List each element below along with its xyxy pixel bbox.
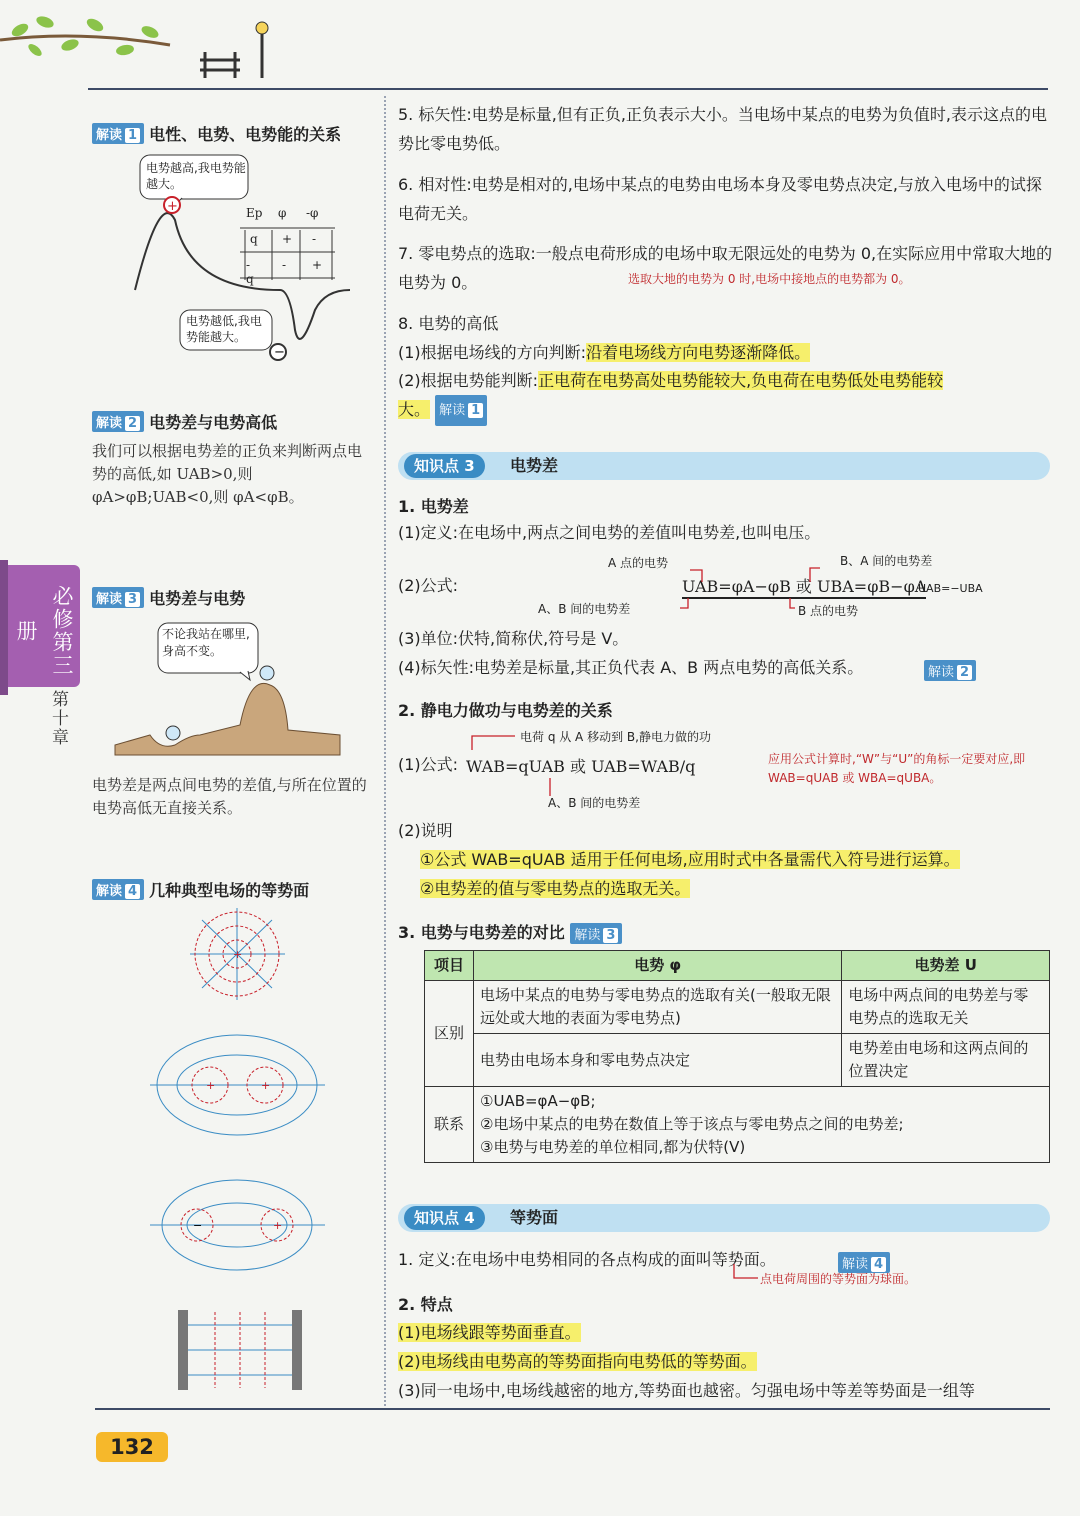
svg-text:+: + [273,1219,283,1232]
svg-text:+: + [233,948,243,961]
svg-text:+: + [261,1079,271,1092]
p5: 5. 标矢性:电势是标量,但有正负,正负表示大小。当电场中某点的电势为负值时,表示这点的电势比零电势低。 [398,105,1048,153]
s2-ann-top: 电荷 q 从 A 移动到 B,静电力做的功 [520,730,711,744]
t2-2: (2)电场线由电势高的等势面指向电势低的等势面。 [398,1352,757,1371]
th-difference: 电势差 U [842,951,1050,981]
jd2-badge: 解读 2 [92,411,144,432]
s2-ann-bottom: A、B 间的电势差 [548,796,641,810]
row-diff-label: 区别 [425,981,474,1087]
svg-text:−: − [193,1219,203,1232]
row-link-label: 联系 [425,1087,474,1163]
th-potential: 电势 φ [474,951,842,981]
s2-explain: (2)说明 [398,821,453,840]
svg-text:+: + [206,1079,216,1092]
jd2-title: 解读 2 电势差与电势高低 [92,410,277,433]
cell-link: ①UAB=φA−φB; ②电场中某点的电势在数值上等于该点与零电势点之间的电势差; ③电势与电势差的单位相同,都为伏特(V) [474,1087,1050,1163]
s1-ann-b: B 点的电势 [798,604,859,618]
svg-text:−: − [274,345,285,360]
jd1-badge: 解读 1 [92,123,144,144]
p7-note: 选取大地的电势为 0 时,电场中接地点的电势都为 0。 [628,272,911,286]
s1-formula-label: (2)公式: [398,576,459,595]
s1-vec: (4)标矢性:电势差是标量,其正负代表 A、B 两点电势的高低关系。 [398,658,864,677]
jd-ref-1: 解读 1 [435,395,487,426]
p8-title: 8. 电势的高低 [398,314,499,333]
jd3-text: 电势差是两点间电势的差值,与所在位置的电势高低无直接关系。 [92,776,367,817]
side-tab-book: 必修第三册 [8,565,80,687]
s1-unit: (3)单位:伏特,简称伏,符号是 V。 [398,629,629,648]
jd1-bubble-bottom: 电势越低,我电势能越大。 [186,314,262,344]
kp4-bar: 知识点 4 等势面 [398,1204,1050,1232]
s1-ann-ab: A、B 间的电势差 [538,602,631,616]
jd1-title: 解读 1 电性、电势、电势能的关系 [92,122,341,145]
s3-title: 3. 电势与电势差的对比 解读 3 [398,920,622,944]
comparison-table [424,950,1050,1163]
s1-arrows [640,560,880,620]
jd3-title: 解读 3 电势差与电势 [92,586,245,609]
jd4-badge: 解读 4 [92,879,144,900]
footer-line [95,1408,1050,1410]
cell-1b-difference: 电势差由电场和这两点间的位置决定 [842,1034,1050,1087]
t2-1: (1)电场线跟等势面垂直。 [398,1323,581,1342]
th-item: 项目 [425,951,474,981]
s1-title: 1. 电势差 [398,497,469,516]
cell-1b-potential: 电势由电场本身和零电势点决定 [474,1034,842,1087]
jd4-field-diagrams [140,900,350,1400]
p6: 6. 相对性:电势是相对的,电场中某点的电势由电场本身及零电势点决定,与放入电场中的试探电荷无关。 [398,175,1042,223]
jd-ref-4: 解读 4 [838,1252,890,1273]
s1-ann-ba: B、A 间的电势差 [840,554,933,568]
jd3-badge: 解读 3 [92,587,144,608]
column-separator [384,96,386,1406]
jd-ref-3: 解读 3 [570,923,622,944]
p8-2: (2)根据电势能判断:正电荷在电势高处电势能较大,负电荷在电势低处电势能较 [398,371,944,390]
p7: 7. 零电势点的选取:一般点电荷形成的电场中取无限远处的电势为 0,在实际应用中常取大地的电势为 0。 [398,244,1053,292]
svg-text:+: + [167,199,178,214]
cell-1a-difference: 电场中两点间的电势差与零电势点的选取无关 [842,981,1050,1034]
t2-title: 2. 特点 [398,1295,453,1314]
kp3-bar: 知识点 3 电势差 [398,452,1050,480]
s2-arrows [460,730,580,800]
t1-note: 点电荷周围的等势面为球面。 [760,1272,917,1286]
t1: 1. 定义:在电场中电势相同的各点构成的面叫等势面。 [398,1250,776,1269]
jd-ref-2: 解读 2 [924,660,976,681]
jd3-bubble: 不论我站在哪里,身高不变。 [162,627,250,658]
page-number: 132 [96,1432,168,1462]
s2-formula-label: (1)公式: [398,755,459,774]
header-line [88,88,1048,90]
s2-e1: ①公式 WAB=qUAB 适用于任何电场,应用时式中各量需代入符号进行运算。 [420,850,960,869]
side-strip [0,560,8,695]
jd2-text: 我们可以根据电势差的正负来判断两点电势的高低,如 UAB>0,则 φA>φB;UAB<0,则 φA<φB。 [92,442,363,506]
t2-3: (3)同一电场中,电场线越密的地方,等势面也越密。匀强电场中等差等势面是一组等 [398,1381,975,1400]
t1-arrow [730,1262,760,1284]
s1-formula: UAB=φA−φB 或 UBA=φB−φA [682,574,926,599]
s2-formula: WAB=qUAB 或 UAB=WAB/q [466,757,696,776]
s2-title: 2. 静电力做功与电势差的关系 [398,701,613,720]
header-decoration [0,0,300,90]
side-tab-chapter: 第十章 [48,690,68,747]
jd1-bubble-top: 电势越高,我电势能越大。 [146,161,246,191]
jd4-title: 解读 4 几种典型电场的等势面 [92,878,309,901]
s1-side: UAB=−UBA [918,582,983,595]
p8-1: (1)根据电场线的方向判断:沿着电场线方向电势逐渐降低。 [398,343,811,362]
s1-def: (1)定义:在电场中,两点之间电势的差值叫电势差,也叫电压。 [398,523,821,542]
p8-2-cont: 大。 解读 1 [398,395,1053,426]
cell-1a-potential: 电场中某点的电势与零电势点的选取有关(一般取无限远处或大地的表面为零电势点) [474,981,842,1034]
s1-ann-a: A 点的电势 [608,556,669,570]
s2-note: 应用公式计算时,“W”与“U”的角标一定要对应,即 WAB=qUAB 或 WBA=qUBA。 [768,752,1026,785]
s2-e2: ②电势差的值与零电势点的选取无关。 [420,879,691,898]
